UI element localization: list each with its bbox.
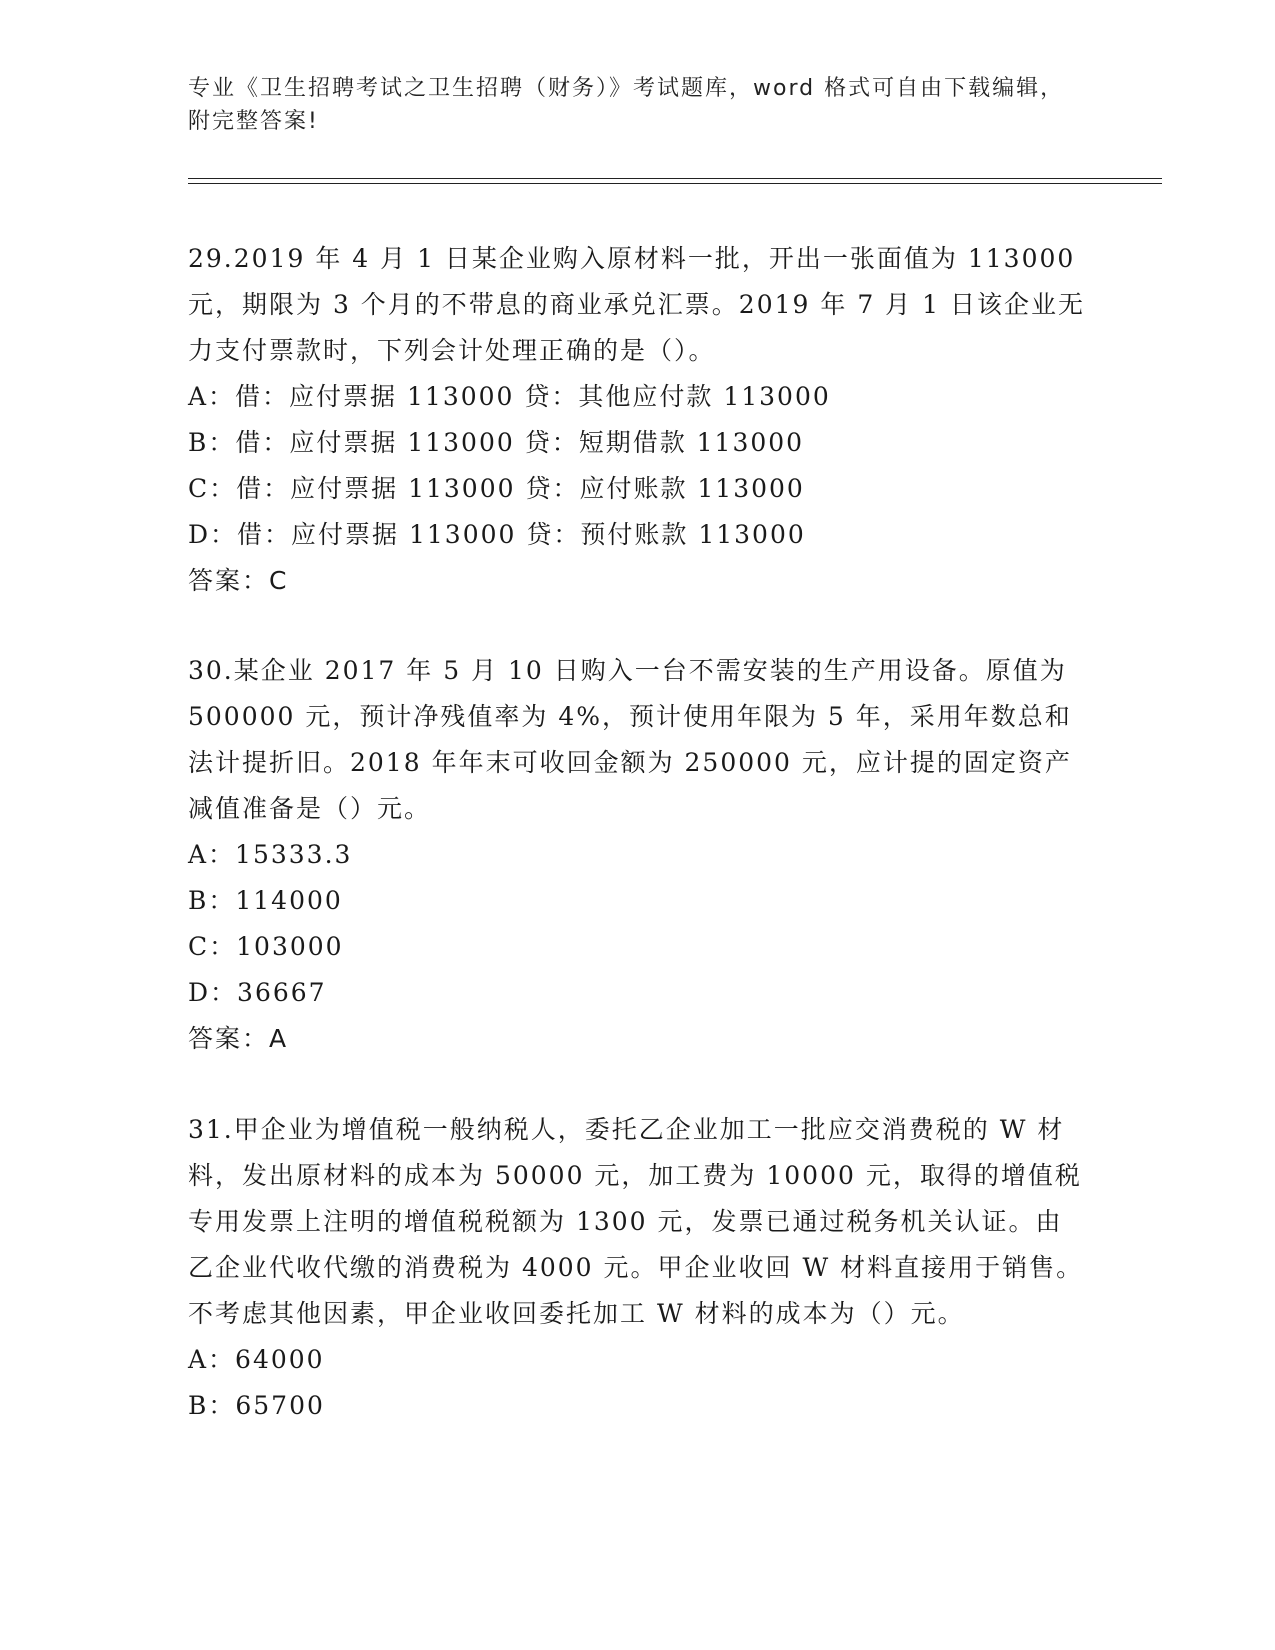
option-a: A：借：应付票据 113000 贷：其他应付款 113000: [188, 382, 831, 411]
option-b: B：114000: [188, 886, 343, 915]
question-30: [188, 648, 1088, 1062]
header-divider: [188, 178, 1162, 179]
answer-line: 答案：C: [188, 566, 289, 595]
option-d: D：借：应付票据 113000 贷：预付账款 113000: [188, 520, 806, 549]
question-stem: 29.2019 年 4 月 1 日某企业购入原材料一批，开出一张面值为 113000 元，期限为 3 个月的不带息的商业承兑汇票。2019 年 7 月 1 日该企业无力支付票款时，下列会计处理正确的是（）。: [188, 244, 1085, 365]
question-31: [188, 1107, 1088, 1429]
option-a: A：15333.3: [188, 840, 353, 869]
option-d: D：36667: [188, 978, 327, 1007]
option-c: C：借：应付票据 113000 贷：应付账款 113000: [188, 474, 805, 503]
option-b: B：65700: [188, 1391, 325, 1420]
option-b: B：借：应付票据 113000 贷：短期借款 113000: [188, 428, 805, 457]
answer-line: 答案：A: [188, 1024, 289, 1053]
question-stem: 30.某企业 2017 年 5 月 10 日购入一台不需安装的生产用设备。原值为 500000 元，预计净残值率为 4%，预计使用年限为 5 年，采用年数总和法计提折旧。2018 年年末可收回金额为 250000 元，应计提的固定资产减值准备是（）元。: [188, 656, 1072, 823]
question-stem: 31.甲企业为增值税一般纳税人，委托乙企业加工一批应交消费税的 W 材料，发出原材料的成本为 50000 元，加工费为 10000 元，取得的增值税专用发票上注明的增值税税额为 1300 元，发票已通过税务机关认证。由乙企业代收代缴的消费税为 4000 元。甲企业收回 W 材料直接用于销售。不考虑其他因素，甲企业收回委托加工 W 材料的成本为（）元。: [188, 1115, 1084, 1328]
option-c: C：103000: [188, 932, 344, 961]
option-a: A：64000: [188, 1345, 325, 1374]
header-divider-secondary: [188, 183, 1162, 184]
document-header-note: 专业《卫生招聘考试之卫生招聘（财务）》考试题库，word 格式可自由下载编辑，附完整答案!: [188, 76, 1065, 134]
question-29: [188, 236, 1088, 604]
